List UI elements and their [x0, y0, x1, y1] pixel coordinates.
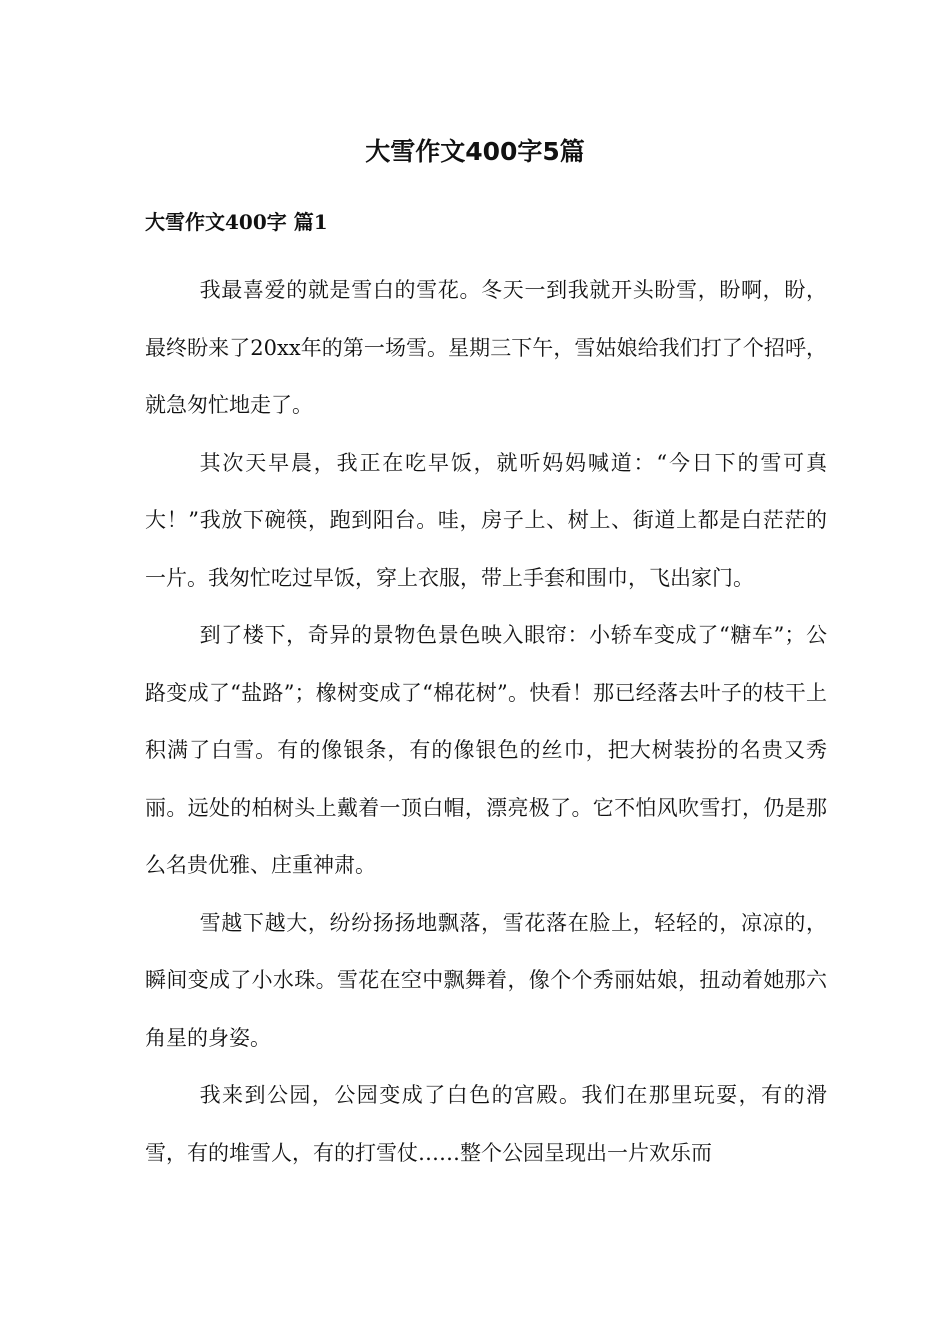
- paragraph-5: 我来到公园，公园变成了白色的宫殿。我们在那里玩耍，有的滑雪，有的堆雪人，有的打雪仗……整个公园呈现出一片欢乐而: [145, 1083, 827, 1165]
- section-heading: 大雪作文400字 篇1: [145, 210, 328, 234]
- paragraph-4: 雪越下越大，纷纷扬扬地飘落，雪花落在脸上，轻轻的，凉凉的，瞬间变成了小水珠。雪花在空中飘舞着，像个个秀丽姑娘，扭动着她那六角星的身姿。: [145, 910, 827, 1050]
- paragraph-1: 我最喜爱的就是雪白的雪花。冬天一到我就开头盼雪，盼啊，盼，最终盼来了20xx年的第一场雪。星期三下午，雪姑娘给我们打了个招呼，就急匆忙地走了。: [145, 278, 827, 417]
- paragraph-3: 到了楼下，奇异的景物色景色映入眼帘：小轿车变成了“糖车”；公路变成了“盐路”；橡树变成了“棉花树”。快看！那已经落去叶子的枝干上积满了白雪。有的像银条，有的像银色的丝巾，把大树装扮的名贵又秀丽。远处的柏树头上戴着一顶白帽，漂亮极了。它不怕风吹雪打，仍是那么名贵优雅、庄重神肃。: [145, 623, 827, 877]
- document-body: [145, 262, 827, 1182]
- document-title: 大雪作文400字5篇: [365, 137, 585, 166]
- paragraph-2: 其次天早晨，我正在吃早饭，就听妈妈喊道：“今日下的雪可真大！”我放下碗筷，跑到阳台。哇，房子上、树上、街道上都是白茫茫的一片。我匆忙吃过早饭，穿上衣服，带上手套和围巾，飞出家门。: [145, 450, 827, 590]
